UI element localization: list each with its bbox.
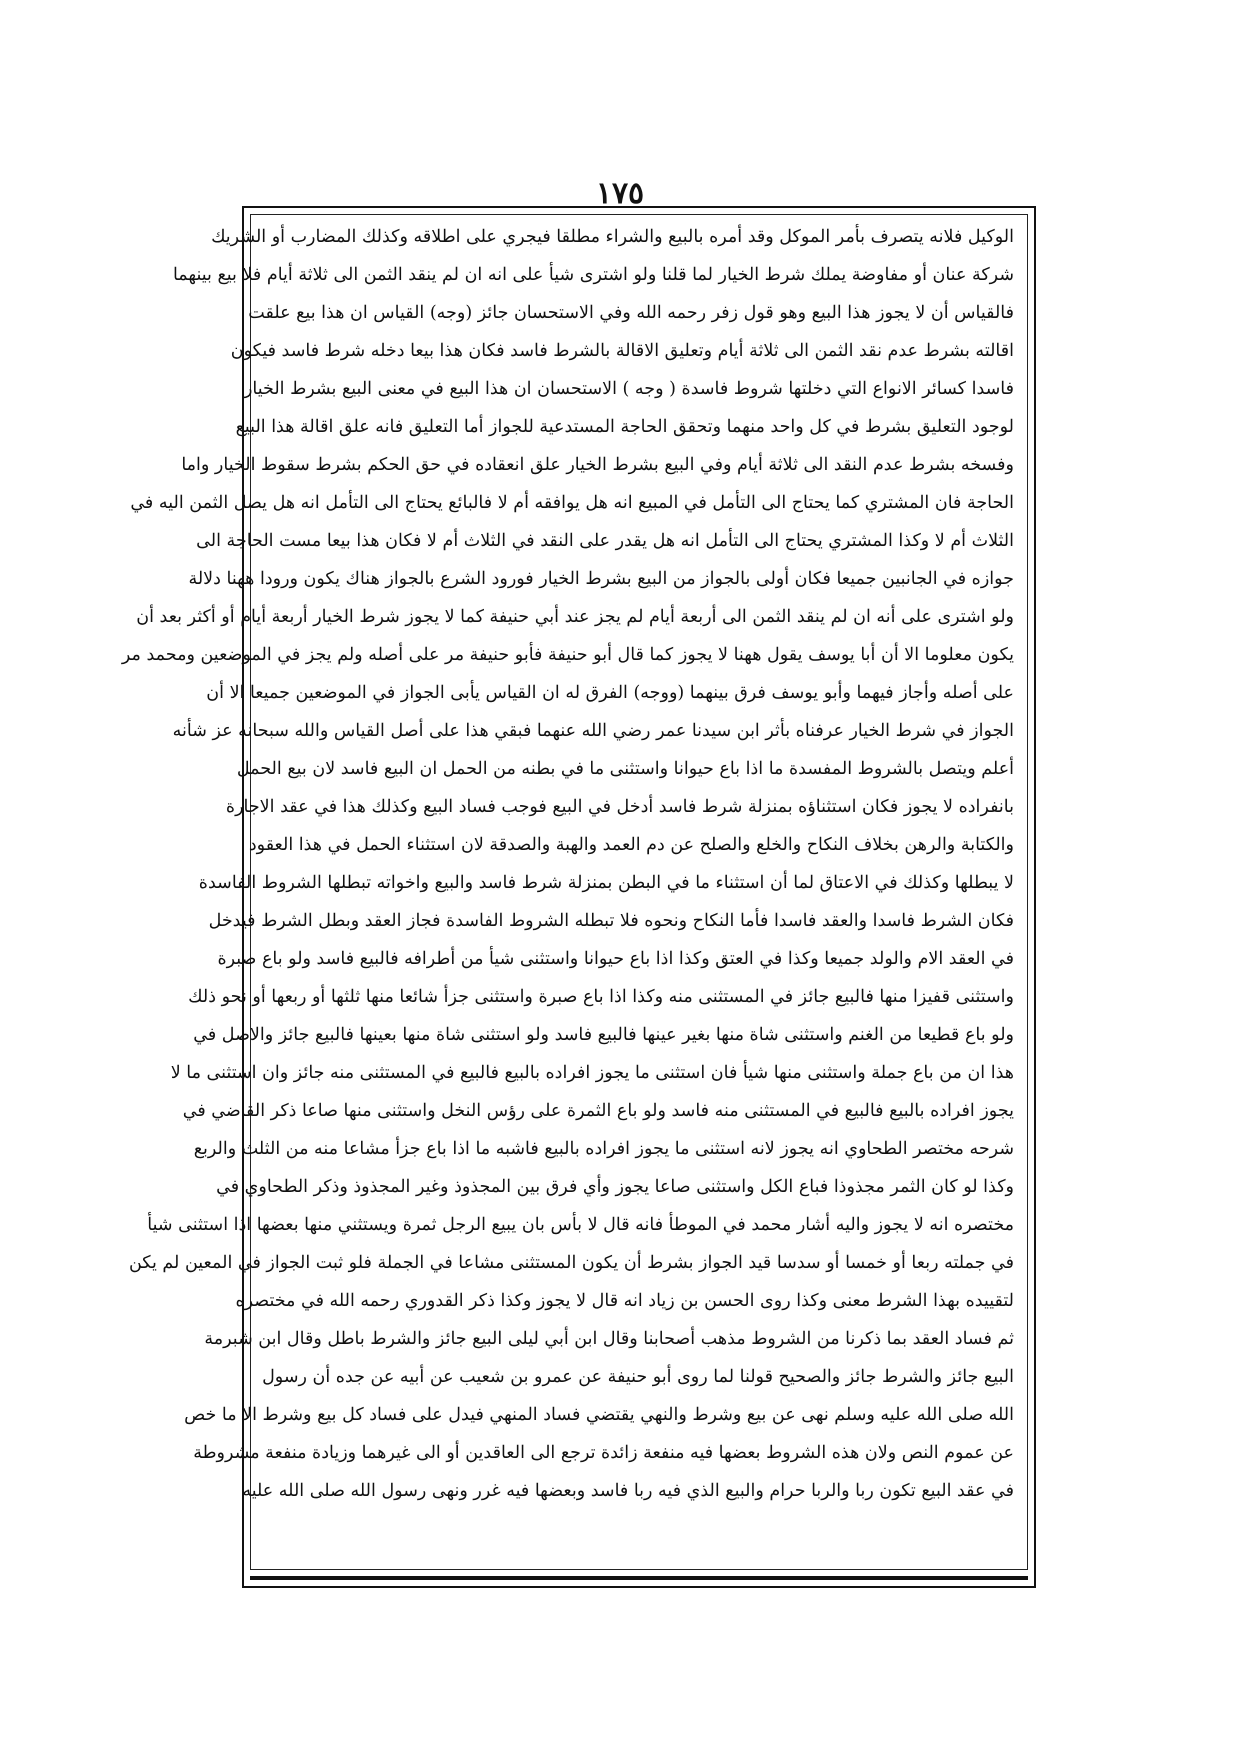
text-line: ولو باع قطيعا من الغنم واستثنى شاة منها بغير عينها فالبيع فاسد ولو استثنى شاة منها بعينها فالبيع جائز والاصل في (193, 1025, 1014, 1045)
text-line: الله صلى الله عليه وسلم نهى عن بيع وشرط والنهي يقتضي فساد المنهي فيدل على فساد كل بيع وشرط الا ما خص (184, 1405, 1014, 1425)
body-text (121, 218, 1014, 1510)
text-line: وكذا لو كان الثمر مجذوذا فباع الكل واستثنى صاعا يجوز وأي فرق بين المجذوذ وغير المجذوذ وذكر الطحاوي في (216, 1177, 1014, 1197)
text-line: جوازه في الجانبين جميعا فكان أولى بالجواز من البيع بشرط الخيار فورود الشرع بالجواز هناك يكون ورودا ههنا دلالة (188, 569, 1014, 589)
text-line: فاسدا كسائر الانواع التي دخلتها شروط فاسدة ( وجه ) الاستحسان ان هذا البيع في معنى البيع بشرط الخيار (243, 379, 1014, 399)
text-line: في عقد البيع تكون ربا والربا حرام والبيع الذي فيه ربا فاسد وبعضها فيه غرر ونهى رسول الله صلى الله عليه (242, 1481, 1014, 1501)
text-line: مختصره انه لا يجوز واليه أشار محمد في الموطأ فانه قال لا بأس بان يبيع الرجل ثمرة ويستثني منها بعضها اذا استثنى شيأ (147, 1215, 1014, 1235)
page-frame (121, 206, 1036, 1588)
text-line: فكان الشرط فاسدا والعقد فاسدا فأما النكاح ونحوه فلا تبطله الشروط الفاسدة فجاز العقد وبطل الشرط فيدخل (208, 911, 1014, 931)
text-line: لوجود التعليق بشرط في كل واحد منهما وتحقق الحاجة المستدعية للجواز أما التعليق فانه علق اقالة هذا البيع (235, 417, 1014, 437)
bottom-rule (250, 1576, 1028, 1580)
text-line: فالقياس أن لا يجوز هذا البيع وهو قول زفر رحمه الله وفي الاستحسان جائز (وجه) القياس ان هذا بيع علقت (248, 303, 1014, 323)
text-line: ثم فساد العقد بما ذكرنا من الشروط مذهب أصحابنا وقال ابن أبي ليلى البيع جائز والشرط باطل وقال ابن شبرمة (204, 1329, 1014, 1349)
text-line: ولو اشترى على أنه ان لم ينقد الثمن الى أربعة أيام لم يجز عند أبي حنيفة كما لا يجوز شرط الخيار أربعة أيام أو أكثر بعد أن (136, 607, 1014, 627)
text-line: الوكيل فلانه يتصرف بأمر الموكل وقد أمره بالبيع والشراء مطلقا فيجري على اطلاقه وكذلك المضارب أو الشريك (211, 227, 1014, 247)
text-line: في العقد الام والولد جميعا وكذا في العتق وكذا اذا باع حيوانا واستثنى شيأ من أطرافه فالبيع فاسد ولو باع صبرة (217, 949, 1014, 969)
text-line: البيع جائز والشرط جائز والصحيح قولنا لما روى أبو حنيفة عن عمرو بن شعيب عن أبيه عن جده أن رسول (262, 1367, 1014, 1387)
text-line: واستثنى قفيزا منها فالبيع جائز في المستثنى منه وكذا اذا باع صبرة واستثنى جزأ شائعا منها ثلثها أو ربعها أو نحو ذلك (188, 987, 1014, 1007)
text-line: شركة عنان أو مفاوضة يملك شرط الخيار لما قلنا ولو اشترى شيأ على انه ان لم ينقد الثمن الى ثلاثة أيام فلا بيع بينهما (172, 265, 1014, 285)
text-line: شرحه مختصر الطحاوي انه يجوز لانه استثنى ما يجوز افراده بالبيع فاشبه ما اذا باع جزأ مشاعا منه من الثلث والربع (193, 1139, 1014, 1159)
text-line: عن عموم النص ولان هذه الشروط بعضها فيه منفعة زائدة ترجع الى العاقدين أو الى غيرهما وزيادة منفعة مشروطة (193, 1443, 1014, 1463)
page-number: ١٧٥ (595, 176, 645, 211)
text-line: في جملته ربعا أو خمسا أو سدسا قيد الجواز بشرط أن يكون المستثنى مشاعا في الجملة فلو ثبت الجواز في المعين لم يكن (128, 1253, 1014, 1273)
text-line: على أصله وأجاز فيهما وأبو يوسف فرق بينهما (ووجه) الفرق له ان القياس يأبى الجواز في الموضعين جميعا الا أن (206, 683, 1014, 703)
text-line: يجوز افراده بالبيع فالبيع في المستثنى منه فاسد ولو باع الثمرة على رؤس النخل واستثنى منها صاعا ذكر القاضي في (182, 1101, 1014, 1121)
text-line: وفسخه بشرط عدم النقد الى ثلاثة أيام وفي البيع بشرط الخيار علق انعقاده في حق الحكم بشرط سقوط الخيار واما (181, 455, 1014, 475)
text-line: أعلم ويتصل بالشروط المفسدة ما اذا باع حيوانا واستثنى ما في بطنه من الحمل ان البيع فاسد لان بيع الحمل (236, 759, 1014, 779)
text-line: اقالته بشرط عدم نقد الثمن الى ثلاثة أيام وتعليق الاقالة بالشرط فاسد فكان هذا بيعا دخله شرط فاسد فيكون (230, 341, 1014, 361)
text-line: الحاجة فان المشتري كما يحتاج الى التأمل في المبيع انه هل يوافقه أم لا فالبائع يحتاج الى التأمل انه هل يصل الثمن اليه في (130, 493, 1014, 513)
text-line: لتقييده بهذا الشرط معنى وكذا روى الحسن بن زياد انه قال لا يجوز وكذا ذكر القدوري رحمه الله في مختصره (235, 1291, 1014, 1311)
text-line: لا يبطلها وكذلك في الاعتاق لما أن استثناء ما في البطن بمنزلة شرط فاسد والبيع واخواته تبطلها الشروط الفاسدة (198, 873, 1014, 893)
text-line: والكتابة والرهن بخلاف النكاح والخلع والصلح عن دم العمد والهبة والصدقة لان استثناء الحمل في هذا العقود (248, 835, 1014, 855)
text-line: الجواز في شرط الخيار عرفناه بأثر ابن سيدنا عمر رضي الله عنهما فبقي هذا على أصل القياس والله سبحانه عز شأنه (172, 721, 1014, 741)
text-line: يكون معلوما الا أن أبا يوسف يقول ههنا لا يجوز كما قال أبو حنيفة فأبو حنيفة مر على أصله ولم يجز في الموضعين ومحمد مر (121, 645, 1014, 665)
text-line: الثلاث أم لا وكذا المشتري يحتاج الى التأمل انه هل يقدر على النقد في الثلاث أم لا فكان هذا بيعا مست الحاجة الى (196, 531, 1014, 551)
text-line: هذا ان من باع جملة واستثنى منها شيأ فان استثنى ما يجوز افراده بالبيع فالبيع في المستثنى منه جائز وان استثنى ما لا (170, 1063, 1014, 1083)
text-line: بانفراده لا يجوز فكان استثناؤه بمنزلة شرط فاسد أدخل في البيع فوجب فساد البيع وكذلك هذا في عقد الاجارة (225, 797, 1014, 817)
